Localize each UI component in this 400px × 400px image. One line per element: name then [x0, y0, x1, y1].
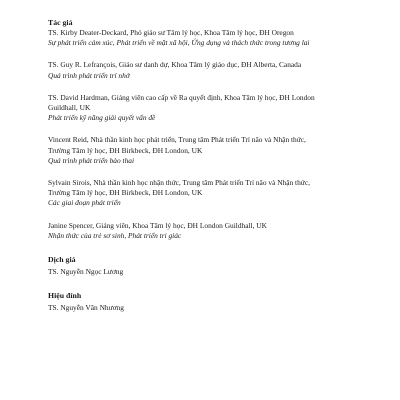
editor-section	[48, 291, 380, 313]
author-line: TS. David Hardman, Giảng viên cao cấp về Ra quyết định, Khoa Tâm lý học, ĐH London	[48, 92, 315, 102]
author-entry	[48, 60, 380, 80]
author-entry	[48, 178, 380, 209]
author-topic: Các giai đoạn phát triển	[48, 198, 121, 208]
author-entry	[48, 28, 380, 48]
translator-name: TS. Nguyễn Ngọc Lương	[48, 267, 124, 277]
editor-name: TS. Nguyễn Văn Nhương	[48, 303, 124, 313]
author-line: Trường Tâm lý học, ĐH Birkbeck, ĐH London, UK	[48, 145, 203, 155]
authors-section	[48, 18, 380, 241]
editor-heading: Hiệu đính	[48, 291, 82, 301]
author-entry	[48, 221, 380, 241]
author-line: Trường Tâm lý học, ĐH Birkbeck, ĐH London, UK	[48, 188, 203, 198]
translator-heading: Dịch giả	[48, 255, 76, 265]
author-topic: Quá trình phát triển trí nhớ	[48, 70, 130, 80]
author-line: TS. Guy R. Lefrançois, Giáo sư danh dự, Khoa Tâm lý giáo dục, ĐH Alberta, Canada	[48, 60, 302, 70]
author-line: TS. Kirby Deater-Deckard, Phó giáo sư Tâm lý học, Khoa Tâm lý học, ĐH Oregon	[48, 28, 294, 37]
author-line: Guildhall, UK	[48, 103, 91, 113]
author-line: Janine Spencer, Giảng viên, Khoa Tâm lý học, ĐH London Guildhall, UK	[48, 220, 267, 230]
author-entry	[48, 135, 380, 166]
author-entry	[48, 93, 380, 124]
author-topic: Nhận thức của trẻ sơ sinh, Phát triển tri giác	[48, 230, 182, 240]
author-line: Sylvain Sirois, Nhà thần kinh học nhận thức, Trung tâm Phát triển Trí não và Nhận thức,	[48, 178, 310, 188]
translator-section	[48, 255, 380, 277]
author-line: Vincent Reid, Nhà thần kinh học phát triển, Trung tâm Phát triển Trí não và Nhận thức,	[48, 135, 306, 145]
author-topic: Sự phát triển cảm xúc, Phát triển về mặt xã hội, Ứng dụng và thách thức trong tương lai	[48, 38, 310, 48]
author-topic: Phát triển kỹ năng giải quyết vấn đề	[48, 113, 156, 123]
authors-heading: Tác giả	[48, 18, 73, 27]
author-topic: Quá trình phát triển bào thai	[48, 155, 135, 165]
